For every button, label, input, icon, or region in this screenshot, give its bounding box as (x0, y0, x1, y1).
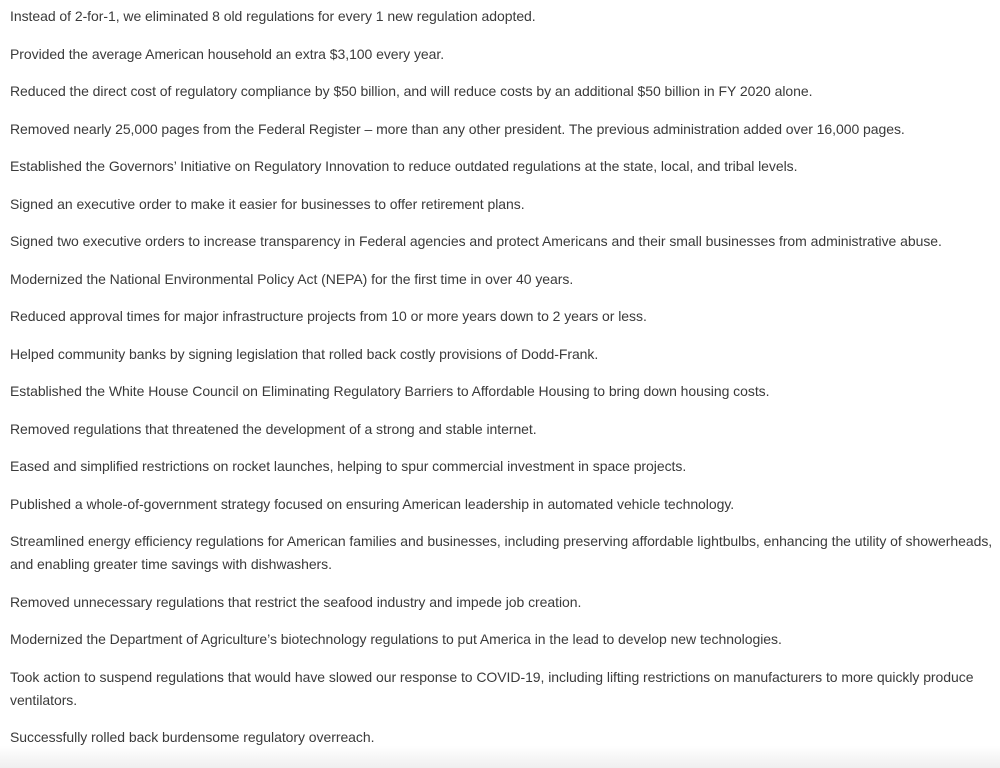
list-item: Removed regulations that threatened the development of a strong and stable internet. (10, 420, 537, 437)
list-item: Published a whole-of-government strategy focused on ensuring American leadership in automated vehicle technology. (10, 495, 735, 512)
list-item: Removed nearly 25,000 pages from the Federal Register – more than any other president. The previous administration added over 16,000 pages. (10, 120, 905, 137)
accomplishments-list (10, 5, 1000, 764)
list-item: Reduced the direct cost of regulatory compliance by $50 billion, and will reduce costs by an additional $50 billion in FY 2020 alone. (10, 83, 813, 99)
list-item: Signed an executive order to make it easier for businesses to offer retirement plans. (10, 195, 525, 212)
list-item: Modernized the Department of Agriculture’s biotechnology regulations to put America in the lead to develop new technologies. (10, 631, 782, 647)
list-item: Helped community banks by signing legislation that rolled back costly provisions of Dodd-Frank. (10, 345, 599, 362)
list-item: Successfully rolled back burdensome regulatory overreach. (10, 729, 375, 745)
list-item: Signed two executive orders to increase transparency in Federal agencies and protect Americans and their small businesses from administrative abuse. (10, 233, 942, 249)
list-item: Eased and simplified restrictions on rocket launches, helping to spur commercial investment in space projects. (10, 458, 687, 474)
list-item: Removed unnecessary regulations that restrict the seafood industry and impede job creation. (10, 593, 582, 610)
list-item: Established the White House Council on Eliminating Regulatory Barriers to Affordable Housing to bring down housing costs. (10, 383, 770, 399)
list-item: Instead of 2-for-1, we eliminated 8 old regulations for every 1 new regulation adopted. (10, 8, 536, 24)
bottom-fade (0, 746, 1000, 768)
list-item: Provided the average American household an extra $3,100 every year. (10, 45, 445, 62)
list-item: Established the Governors’ Initiative on Regulatory Innovation to reduce outdated regulations at the state, local, and tribal levels. (10, 158, 798, 174)
list-item: Reduced approval times for major infrastructure projects from 10 or more years down to 2 years or less. (10, 308, 647, 324)
list-item: Modernized the National Environmental Policy Act (NEPA) for the first time in over 40 years. (10, 270, 574, 287)
list-item: Took action to suspend regulations that would have slowed our response to COVID-19, including lifting restrictions on manufacturers to more quickly produce ventilators. (10, 668, 974, 708)
list-item: Streamlined energy efficiency regulations for American families and businesses, including preserving affordable lightbulbs, enhancing the utility of showerheads, and enabling greater time savings with dishwashers. (10, 533, 993, 572)
